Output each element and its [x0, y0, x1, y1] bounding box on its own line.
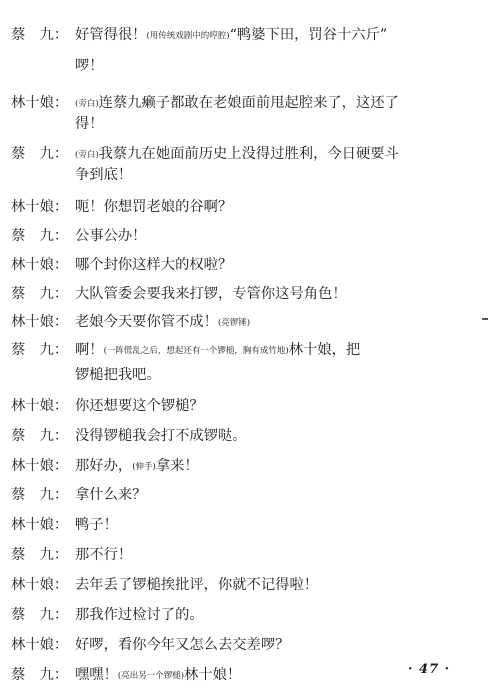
dialogue-line — [11, 256, 478, 275]
dialogue-text: 连蔡九癞子都敢在老娘面前甩起腔来了，这还了 — [98, 95, 399, 111]
dialogue-text: 那不行！ — [75, 547, 133, 563]
dialogue-line — [11, 486, 478, 505]
dialogue-text: 去年丢了锣槌挨批评，你就不记得啦！ — [75, 577, 319, 593]
dialogue-line — [11, 313, 478, 333]
dialogue-text: 嘿嘿！ — [75, 667, 118, 683]
dialogue-text: 你还想要这个锣槌？ — [75, 398, 204, 414]
dialogue-continuation — [75, 166, 132, 185]
speaker-name: 林十娘： — [11, 517, 69, 533]
dialogue-continuation — [75, 115, 104, 134]
dialogue-line — [11, 198, 478, 217]
dialogue-text: 那好办， — [75, 458, 133, 474]
stage-direction: (亮锣锤) — [217, 318, 251, 328]
dialogue-text: “鸭婆下田，罚谷十六斤” — [229, 27, 388, 43]
dialogue-text: 鸭子！ — [75, 517, 118, 533]
speaker-name: 蔡 九： — [11, 607, 69, 623]
dialogue-continuation — [75, 57, 104, 76]
dialogue-line — [11, 227, 478, 246]
dialogue-line — [11, 516, 478, 535]
dialogue-text: 林十娘，把 — [288, 342, 361, 358]
speaker-name: 林十娘： — [11, 257, 69, 273]
dialogue-text: 得！ — [75, 116, 104, 132]
dialogue-line — [11, 576, 478, 595]
speaker-name: 蔡 九： — [11, 487, 69, 503]
dialogue-text: 哪个封你这样大的权啦？ — [75, 257, 233, 273]
page-number: · 47 · — [408, 662, 451, 677]
dialogue-line — [11, 26, 478, 46]
speaker-name: 蔡 九： — [11, 342, 69, 358]
dialogue-line — [11, 636, 478, 655]
dialogue-text: 没得锣槌我会打不成锣哒。 — [75, 428, 247, 444]
dialogue-text: 老娘今天要你管不成！ — [75, 314, 218, 330]
stage-direction: (用传统戏剧中的哼腔) — [146, 31, 230, 41]
speaker-name: 林十娘： — [11, 314, 69, 330]
dialogue-text: 我蔡九在她面前历史上没得过胜利，今日硬要斗 — [98, 146, 399, 162]
stage-direction: (亮出另一个锣槌) — [117, 671, 185, 681]
speaker-name: 蔡 九： — [11, 228, 69, 244]
dialogue-text: 好啰，看你今年又怎么去交差啰？ — [75, 637, 290, 653]
speaker-name: 蔡 九： — [11, 286, 69, 302]
speaker-name: 林十娘： — [11, 637, 69, 653]
dialogue-text: 呃！你想罚老娘的谷啊？ — [75, 199, 233, 215]
dialogue-text: 拿来！ — [155, 458, 199, 474]
speaker-name: 蔡 九： — [11, 667, 69, 683]
dialogue-text: 啰！ — [75, 58, 104, 74]
dialogue-text: 好管得很！ — [75, 27, 147, 43]
dialogue-line — [11, 285, 478, 304]
speaker-name: 林十娘： — [11, 95, 69, 111]
dialogue-text: 锣槌把我吧。 — [75, 367, 161, 383]
dialogue-line — [11, 94, 478, 114]
margin-mark — [482, 318, 488, 320]
speaker-name: 林十娘： — [11, 577, 69, 593]
dialogue-text: 林十娘！ — [184, 667, 242, 683]
dialogue-text: 公事公办！ — [75, 228, 147, 244]
speaker-name: 蔡 九： — [11, 27, 69, 43]
dialogue-line — [11, 606, 478, 625]
stage-direction: (旁白) — [75, 150, 99, 160]
dialogue-line — [11, 457, 478, 477]
dialogue-text: 啊！ — [75, 342, 104, 358]
dialogue-line — [11, 546, 478, 565]
speaker-name: 林十娘： — [11, 199, 69, 215]
dialogue-text: 那我作过检讨了的。 — [75, 607, 204, 623]
speaker-name: 蔡 九： — [11, 428, 69, 444]
dialogue-line — [11, 341, 478, 361]
speaker-name: 林十娘： — [11, 458, 69, 474]
dialogue-line — [11, 427, 478, 446]
speaker-name: 蔡 九： — [11, 547, 69, 563]
speaker-name: 林十娘： — [11, 398, 69, 414]
speaker-name: 蔡 九： — [11, 146, 69, 162]
dialogue-text: 争到底！ — [75, 167, 133, 183]
dialogue-text: 大队管委会要我来打锣，专管你这号角色！ — [75, 286, 347, 302]
stage-direction: (一阵慌乱之后，想起还有一个锣槌，胸有成竹地) — [103, 346, 289, 356]
dialogue-continuation — [75, 366, 161, 385]
dialogue-text: 拿什么来？ — [75, 487, 147, 503]
stage-direction: (伸手) — [132, 462, 156, 472]
dialogue-line — [11, 397, 478, 416]
stage-direction: (旁白) — [75, 99, 99, 109]
dialogue-line — [11, 145, 478, 165]
